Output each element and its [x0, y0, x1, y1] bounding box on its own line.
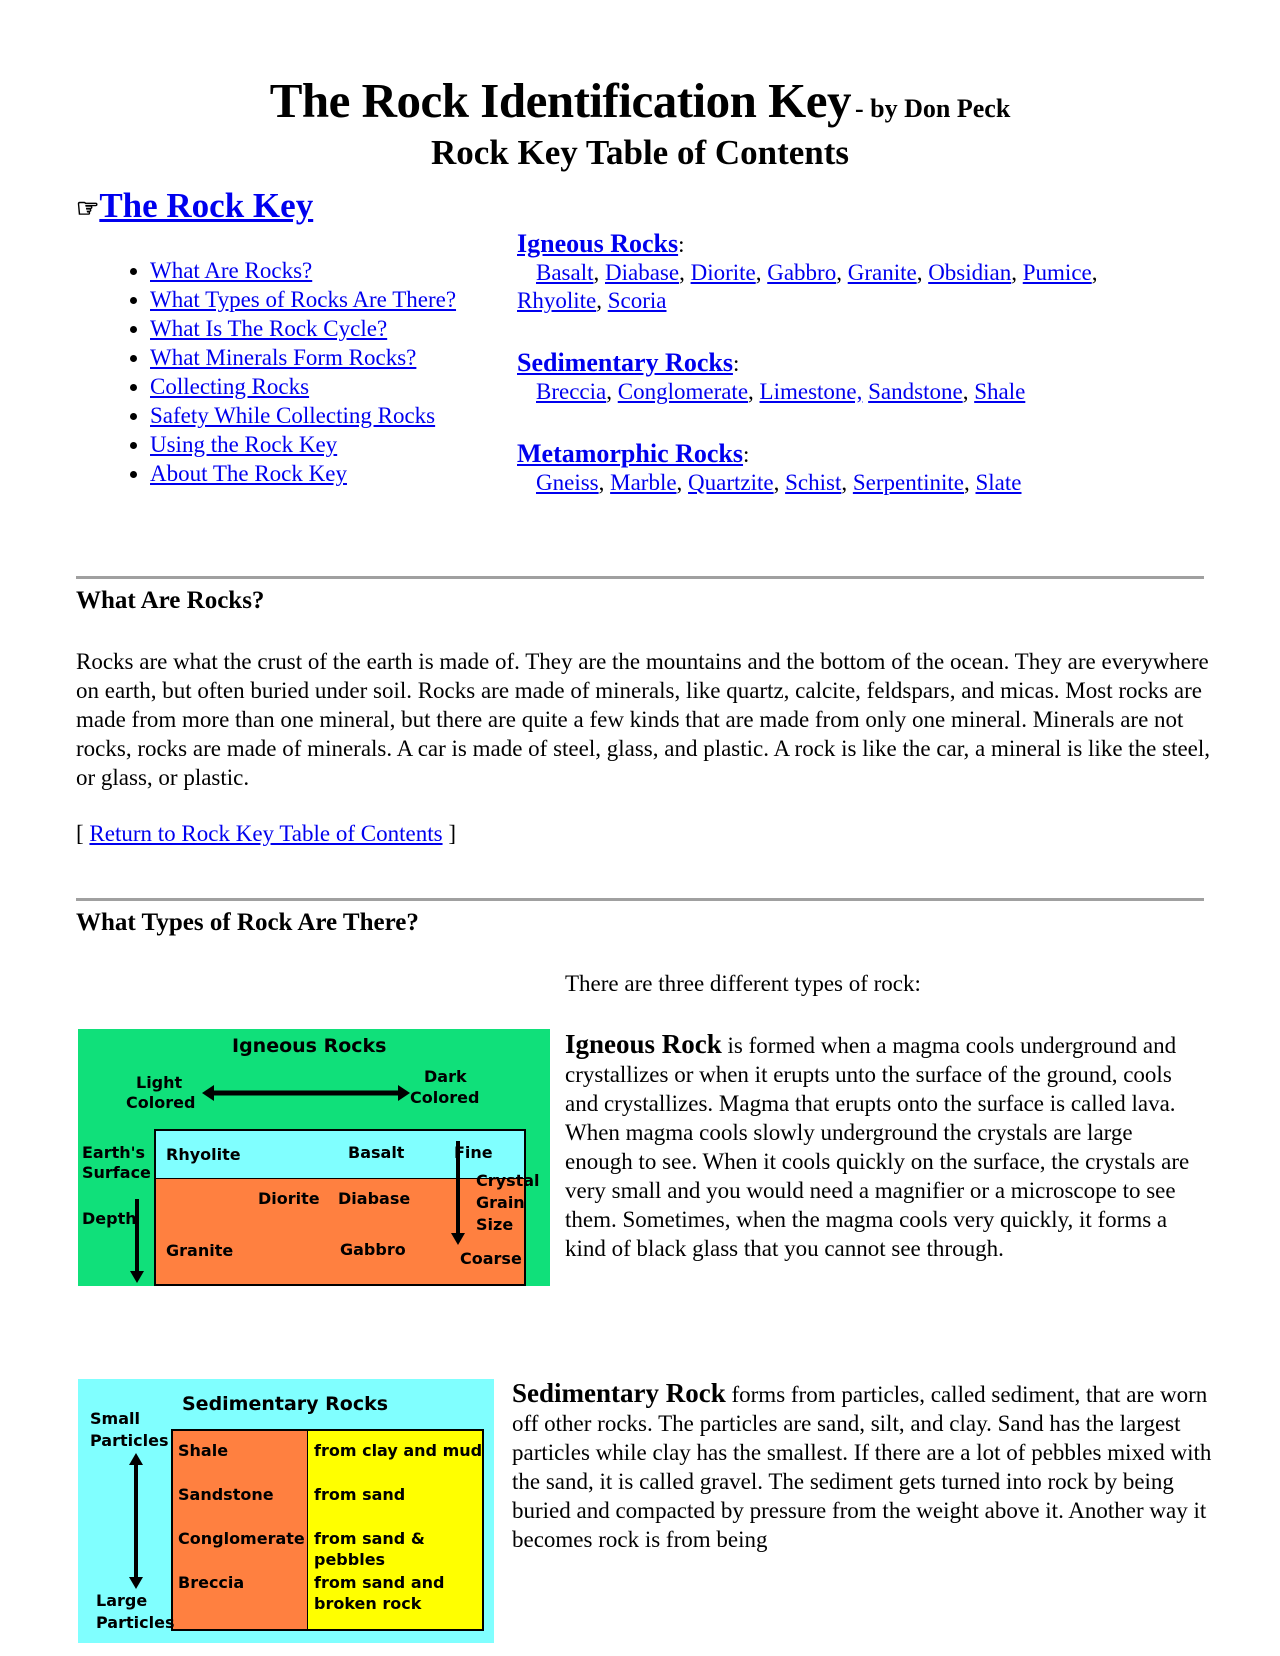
small-label: Small [90, 1409, 140, 1428]
rock-link[interactable]: Schist [785, 470, 842, 495]
rock-link[interactable]: Basalt [536, 260, 594, 285]
colored-label: Colored [410, 1088, 480, 1107]
title-text: The Rock Identification Key [269, 73, 851, 128]
divider [76, 576, 1204, 579]
gabbro-label: Gabbro [340, 1240, 406, 1259]
conglomerate-origin-2: pebbles [314, 1550, 386, 1569]
large-label: Large [96, 1591, 148, 1610]
surface-label: Surface [82, 1163, 151, 1182]
size-arrow-down-head [129, 1577, 143, 1589]
section-heading: What Types of Rock Are There? [76, 909, 419, 936]
light-label: Light [136, 1073, 183, 1092]
size-label: Size [476, 1215, 514, 1234]
types-intro: There are three different types of rock: [565, 971, 921, 996]
coarse-label: Coarse [460, 1249, 522, 1268]
rock-link[interactable]: Gneiss [536, 470, 599, 495]
bracket-close: ] [448, 821, 456, 846]
rock-link[interactable]: Diabase [605, 260, 680, 285]
list-item [150, 401, 490, 430]
return-line [76, 821, 456, 847]
breccia-origin: from sand and [314, 1573, 445, 1592]
igneous-items: Basalt, Diabase, Diorite, Gabbro, Granite, Obsidian, Pumice, [536, 260, 1098, 285]
grain-label: Grain [476, 1193, 525, 1212]
list-item [150, 459, 490, 488]
particles-label: Particles [96, 1613, 175, 1632]
rock-link[interactable]: Limestone, [759, 379, 863, 404]
shale-label: Shale [178, 1441, 229, 1460]
rock-link[interactable]: Sandstone [868, 379, 963, 404]
toc-link[interactable]: About The Rock Key [150, 461, 347, 486]
list-item [150, 430, 490, 459]
size-arrow-up-head [129, 1453, 143, 1465]
return-toc-link[interactable]: Return to Rock Key Table of Contents [89, 821, 443, 846]
toc-link[interactable]: Using the Rock Key [150, 432, 338, 457]
conglomerate-label: Conglomerate [178, 1529, 305, 1548]
sedimentary-rocks-link[interactable]: Sedimentary Rocks [517, 348, 733, 377]
earths-label: Earth's [82, 1143, 146, 1162]
sandstone-origin: from sand [314, 1485, 406, 1504]
color-arrow-left-head [202, 1085, 214, 1101]
rock-link[interactable]: Conglomerate [617, 379, 749, 404]
rock-link[interactable]: Pumice [1022, 260, 1092, 285]
basalt-label: Basalt [348, 1143, 405, 1162]
rhyolite-label: Rhyolite [166, 1145, 241, 1164]
rocks-paragraph: Rocks are what the crust of the earth is made of. They are the mountains and the bottom of the ocean. They are everywhere on earth, but often buried under soil. Rocks are made of minerals, like quartz, calcite, feldspars, and micas. Most rocks are made from more than one mineral, but there are quite a few kinds that are made from only one mineral. Minerals are not rocks, rocks are made of minerals. A car is made of steel, glass, and plastic. A rock is like the car, a mineral is like the steel, or glass, or plastic. [76, 649, 1211, 790]
toc-link[interactable]: What Are Rocks? [150, 258, 313, 283]
igneous-category: Igneous Rocks: Basalt, Diabase, Diorite, Gabbro, Granite, Obsidian, Pumice, Rhyolite, Scoria [517, 230, 1177, 315]
sandstone-label: Sandstone [178, 1485, 274, 1504]
granite-label: Granite [166, 1241, 234, 1260]
igneous-description [565, 1030, 1205, 1263]
diabase-label: Diabase [338, 1189, 411, 1208]
toc-link[interactable]: What Is The Rock Cycle? [150, 316, 388, 341]
rock-link[interactable]: Obsidian [928, 260, 1012, 285]
rock-link[interactable]: Granite [847, 260, 917, 285]
metamorphic-category: Metamorphic Rocks: Gneiss, Marble, Quartzite, Schist, Serpentinite, Slate [517, 440, 1177, 497]
crystal-label: Crystal [476, 1171, 540, 1190]
particles-label: Particles [90, 1431, 169, 1450]
rock-link[interactable]: Shale [974, 379, 1026, 404]
rock-link[interactable]: Marble [610, 470, 677, 495]
toc-link[interactable]: What Minerals Form Rocks? [150, 345, 417, 370]
toc-list [112, 256, 490, 488]
toc-title: Rock Key Table of Contents [430, 133, 850, 172]
igneous-lead: Igneous Rock [565, 1029, 722, 1059]
metamorphic-items: Gneiss, Marble, Quartzite, Schist, Serpentinite, Slate [536, 470, 1022, 495]
igneous-diagram-title: Igneous Rocks [232, 1035, 387, 1057]
grain-arrow-head [451, 1233, 465, 1245]
rock-link[interactable]: Quartzite [688, 470, 774, 495]
list-item [150, 314, 490, 343]
rock-link[interactable]: Gabbro [767, 260, 837, 285]
rock-link[interactable]: Rhyolite [517, 288, 597, 313]
igneous-rocks-link[interactable]: Igneous Rocks [517, 229, 679, 258]
list-item [150, 372, 490, 401]
igneous-text: is formed when a magma cools underground and crystallizes or when it erupts unto the surface of the ground, cools and crystallizes. Magma that erupts onto the surface is called lava. When magma cools slowly underground the crystals are large enough to see. When it cools quickly on the surface, the crystals are very small and you would need a magnifier or a microscope to see them. Sometimes, when the magma cools very quickly, it forms a kind of black glass that you cannot see through. [565, 1033, 1190, 1261]
page-title [0, 72, 1280, 129]
shale-origin: from clay and mud [314, 1441, 483, 1460]
sedimentary-description [512, 1379, 1212, 1554]
rock-link[interactable]: Breccia [536, 379, 607, 404]
list-item [150, 285, 490, 314]
dark-label: Dark [424, 1067, 467, 1086]
breccia-label: Breccia [178, 1573, 245, 1592]
pointing-hand-icon: ☞ [76, 193, 100, 223]
sedimentary-lead: Sedimentary Rock [512, 1378, 726, 1408]
section-heading: What Are Rocks? [76, 587, 265, 614]
rock-link[interactable]: Slate [975, 470, 1022, 495]
sedimentary-diagram-title: Sedimentary Rocks [182, 1393, 389, 1415]
colored-label: Colored [126, 1093, 196, 1112]
diorite-label: Diorite [258, 1189, 320, 1208]
depth-arrow-head [130, 1271, 144, 1283]
toc-link[interactable]: Collecting Rocks [150, 374, 310, 399]
list-item [150, 256, 490, 285]
toc-link[interactable]: Safety While Collecting Rocks [150, 403, 436, 428]
toc-link[interactable]: What Types of Rocks Are There? [150, 287, 457, 312]
depth-label: Depth [82, 1209, 137, 1228]
sedimentary-diagram [78, 1379, 494, 1643]
rock-link[interactable]: Serpentinite [852, 470, 964, 495]
byline: - by Don Peck [855, 94, 1011, 123]
rock-key-link[interactable]: The Rock Key [99, 186, 314, 225]
rock-link[interactable]: Diorite [690, 260, 756, 285]
list-item [150, 343, 490, 372]
breccia-origin-2: broken rock [314, 1594, 422, 1613]
metamorphic-rocks-link[interactable]: Metamorphic Rocks [517, 439, 744, 468]
divider [76, 898, 1204, 901]
sedimentary-text: forms from particles, called sediment, that are worn off other rocks. The particles are sand, silt, and clay. Sand has the largest particles while clay has the smallest. If there are a lot of pebbles mixed with the sand, it is called gravel. The sediment gets turned into rock by being buried and compacted by pressure from the weight above it. Another way it becomes rock is from being [512, 1382, 1212, 1552]
conglomerate-origin: from sand & [314, 1529, 425, 1548]
rock-key-heading [76, 186, 313, 226]
sedimentary-category: Sedimentary Rocks: Breccia, Conglomerate, Limestone, Sandstone, Shale [517, 349, 1177, 406]
rock-link[interactable]: Scoria [607, 288, 667, 313]
fine-label: Fine [454, 1143, 493, 1162]
igneous-diagram [78, 1029, 550, 1286]
bracket-open: [ [76, 821, 84, 846]
color-arrow-right-head [398, 1085, 410, 1101]
sedimentary-items: Breccia, Conglomerate, Limestone, Sandstone, Shale [536, 379, 1026, 404]
